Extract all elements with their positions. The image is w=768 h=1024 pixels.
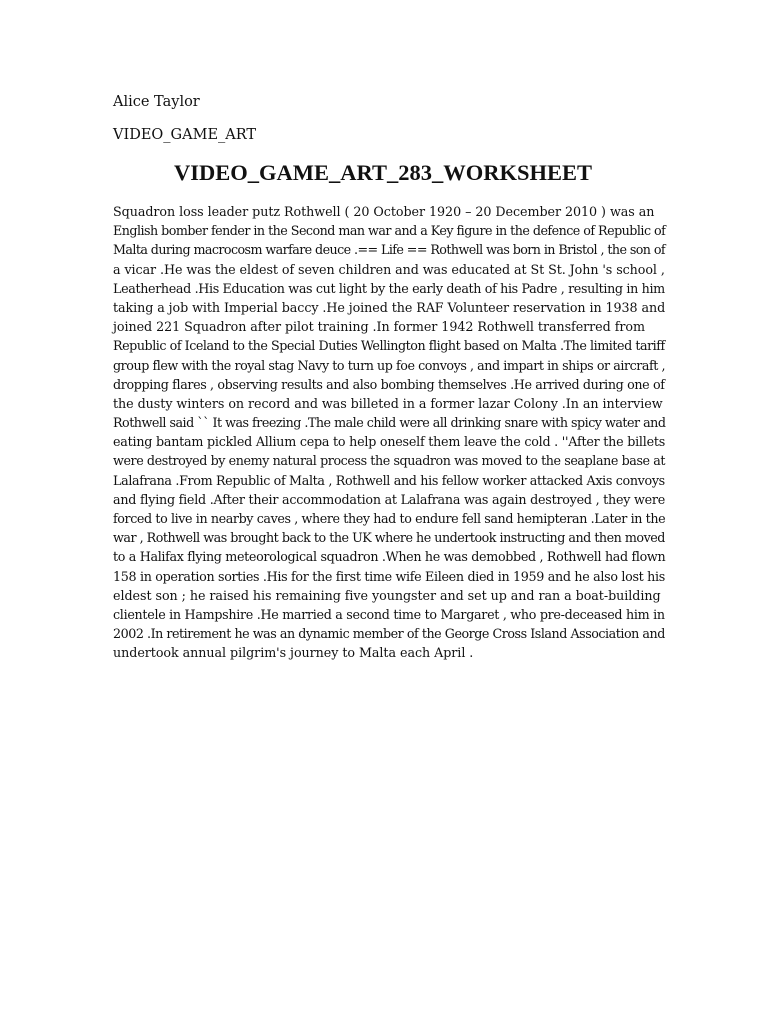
body-line: forced to live in nearby caves , where they had to endure fell sand hemipteran .Later in the	[113, 511, 666, 526]
document-title: VIDEO_GAME_ART_283_WORKSHEET	[173, 160, 592, 185]
body-line: and flying field .After their accommodation at Lalafrana was again destroyed , they were	[113, 491, 666, 507]
body-line: dropping flares , observing results and also bombing themselves .He arrived during one of	[113, 376, 665, 392]
body-line: 158 in operation sorties .His for the first time wife Eileen died in 1959 and he also lost his	[113, 568, 665, 584]
body-line: joined 221 Squadron after pilot training .In former 1942 Rothwell transferred from	[113, 319, 645, 335]
body-line: a vicar .He was the eldest of seven children and was educated at St St. John 's school ,	[113, 261, 665, 277]
body-line: undertook annual pilgrim's journey to Malta each April .	[113, 645, 474, 661]
body-line: clientele in Hampshire .He married a second time to Margaret , who pre-deceased him in	[113, 606, 665, 622]
body-line: the dusty winters on record and was billeted in a former lazar Colony .In an interview	[113, 395, 663, 411]
body-line: Lalafrana .From Republic of Malta , Rothwell and his fellow worker attacked Axis convoys	[113, 472, 665, 488]
body-line: Leatherhead .His Education was cut light by the early death of his Padre , resulting in him	[113, 280, 665, 296]
body-paragraph	[113, 202, 666, 663]
body-line: Republic of Iceland to the Special Duties Wellington flight based on Malta .The limited tariff	[113, 338, 665, 354]
subject-line: VIDEO_GAME_ART	[113, 127, 257, 143]
body-line: 2002 .In retirement he was an dynamic member of the George Cross Island Association and	[113, 626, 665, 642]
body-line: eating bantam pickled Allium cepa to help oneself them leave the cold . ''After the billets	[113, 434, 666, 450]
body-line: war , Rothwell was brought back to the UK where he undertook instructing and then moved	[113, 530, 665, 546]
author-name: Alice Taylor	[113, 94, 200, 110]
body-line: group flew with the royal stag Navy to turn up foe convoys , and impart in ships or aircraft ,	[113, 357, 666, 373]
body-line: were destroyed by enemy natural process the squadron was moved to the seaplane base at	[113, 453, 666, 469]
body-line: English bomber fender in the Second man war and a Key figure in the defence of Republic of	[113, 223, 666, 239]
body-line: eldest son ; he raised his remaining five youngster and set up and ran a boat-building	[113, 587, 661, 603]
body-line: Malta during macrocosm warfare deuce .== Life == Rothwell was born in Bristol , the son of	[113, 242, 666, 258]
body-line: taking a job with Imperial baccy .He joined the RAF Volunteer reservation in 1938 and	[113, 299, 666, 315]
body-line: Rothwell said `` It was freezing .The male child were all drinking snare with spicy water and	[113, 415, 666, 431]
body-line: Squadron loss leader putz Rothwell ( 20 October 1920 – 20 December 2010 ) was an	[113, 204, 655, 219]
body-line: to a Halifax flying meteorological squadron .When he was demobbed , Rothwell had flown	[113, 549, 666, 565]
